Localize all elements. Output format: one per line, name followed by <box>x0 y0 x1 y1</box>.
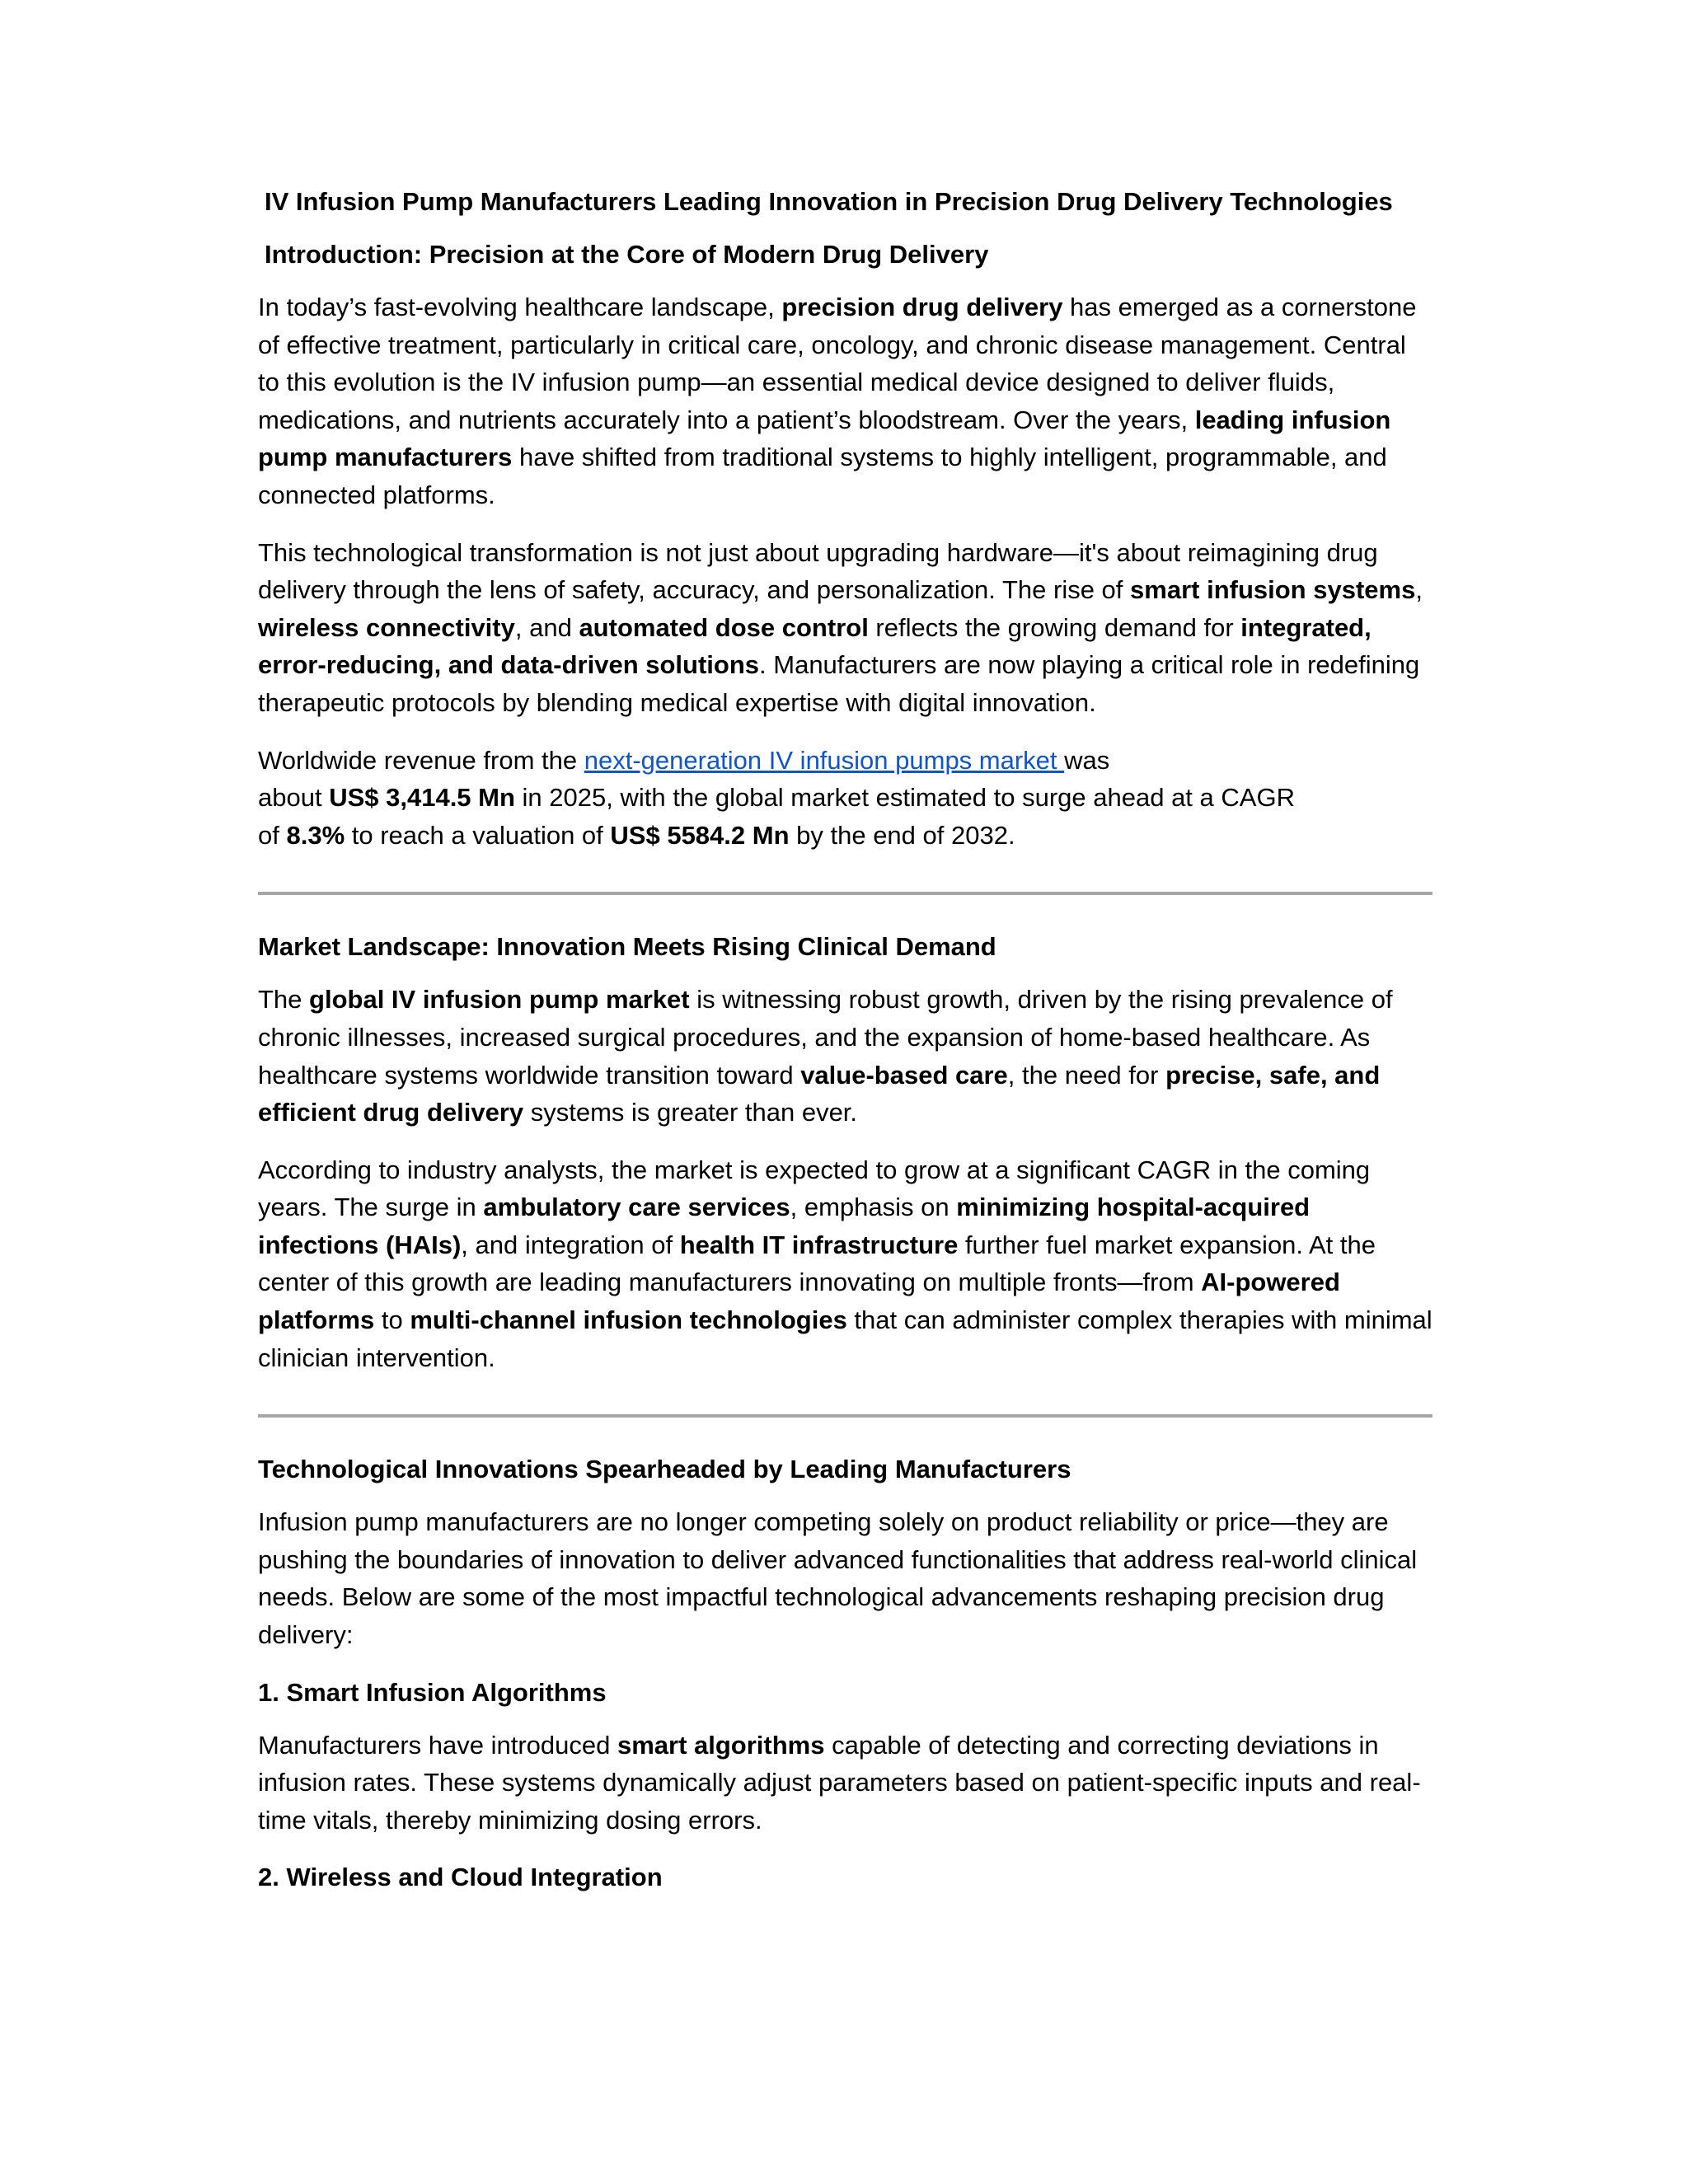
item1-heading: 1. Smart Infusion Algorithms <box>258 1677 607 1707</box>
cagr-value: 8.3% <box>286 820 345 850</box>
market-paragraph-2: According to industry analysts, the market is expected to grow at a significant CAGR in the coming years. The surge in ambulatory care services, emphasis on minimizing hospital-acquired infections (HAIs), and integration of health IT infrastructure further fuel market expansion. At the center of this growth are leading manufacturers innovating on multiple fronts—from AI-powered platforms to multi-channel infusion technologies that can administer complex therapies with minimal clinician intervention. <box>258 1155 1432 1372</box>
market-paragraph-1: The global IV infusion pump market is witnessing robust growth, driven by the rising prevalence of chronic illnesses, increased surgical procedures, and the expansion of home-based healthcare. As healthcare systems worldwide transition toward value-based care, the need for precise, safe, and efficient drug delivery systems is greater than ever. <box>258 985 1393 1127</box>
item2-heading: 2. Wireless and Cloud Integration <box>258 1863 663 1892</box>
intro-paragraph-1: In today’s fast-evolving healthcare landscape, precision drug delivery has emerged as a cornerstone of effective treatment, particularly in critical care, oncology, and chronic disease management. Central to this evolution is the IV infusion pump—an essential medical device designed to deliver fluids, medications, and nutrients accurately into a patient’s bloodstream. Over the years, leading infusion pump manufacturers have shifted from traditional systems to highly intelligent, programmable, and connected platforms. <box>258 293 1417 509</box>
intro-heading: Introduction: Precision at the Core of Modern Drug Delivery <box>265 240 989 269</box>
market-heading: Market Landscape: Innovation Meets Rising Clinical Demand <box>258 932 996 962</box>
item1-paragraph: Manufacturers have introduced smart algorithms capable of detecting and correcting deviations in infusion rates. These systems dynamically adjust parameters based on patient-specific inputs and real-time vitals, thereby minimizing dosing errors. <box>258 1730 1421 1835</box>
market-report-link[interactable]: next-generation IV infusion pumps market <box>584 745 1065 775</box>
intro-paragraph-2: This technological transformation is not just about upgrading hardware—it's about reimagining drug delivery through the lens of safety, accuracy, and personalization. The rise of smart infusion systems, wireless connectivity, and automated dose control reflects the growing demand for integrated, error-reducing, and data-driven solutions. Manufacturers are now playing a critical role in redefining therapeutic protocols by blending medical expertise with digital innovation. <box>258 537 1423 717</box>
intro-paragraph-3-revenue: Worldwide revenue from the next-generation IV infusion pumps market was about US$ 3,414.5 Mn in 2025, with the global market estimated to surge ahead at a CAGR of 8.3% to reach a valuation of US$ 5584.2 Mn by the end of 2032. <box>258 745 1295 850</box>
revenue-2032: US$ 5584.2 Mn <box>610 820 790 850</box>
document-title: IV Infusion Pump Manufacturers Leading Innovation in Precision Drug Delivery Technologies <box>265 187 1393 216</box>
tech-heading: Technological Innovations Spearheaded by Leading Manufacturers <box>258 1455 1071 1484</box>
document-page <box>258 183 1432 1911</box>
tech-paragraph-1: Infusion pump manufacturers are no longer competing solely on product reliability or price—they are pushing the boundaries of innovation to deliver advanced functionalities that address real-world clinical needs. Below are some of the most impactful technological advancements reshaping precision drug delivery: <box>258 1507 1418 1650</box>
section-divider-2 <box>258 1414 1432 1418</box>
section-divider-1 <box>258 892 1432 895</box>
revenue-2025: US$ 3,414.5 Mn <box>329 783 515 813</box>
